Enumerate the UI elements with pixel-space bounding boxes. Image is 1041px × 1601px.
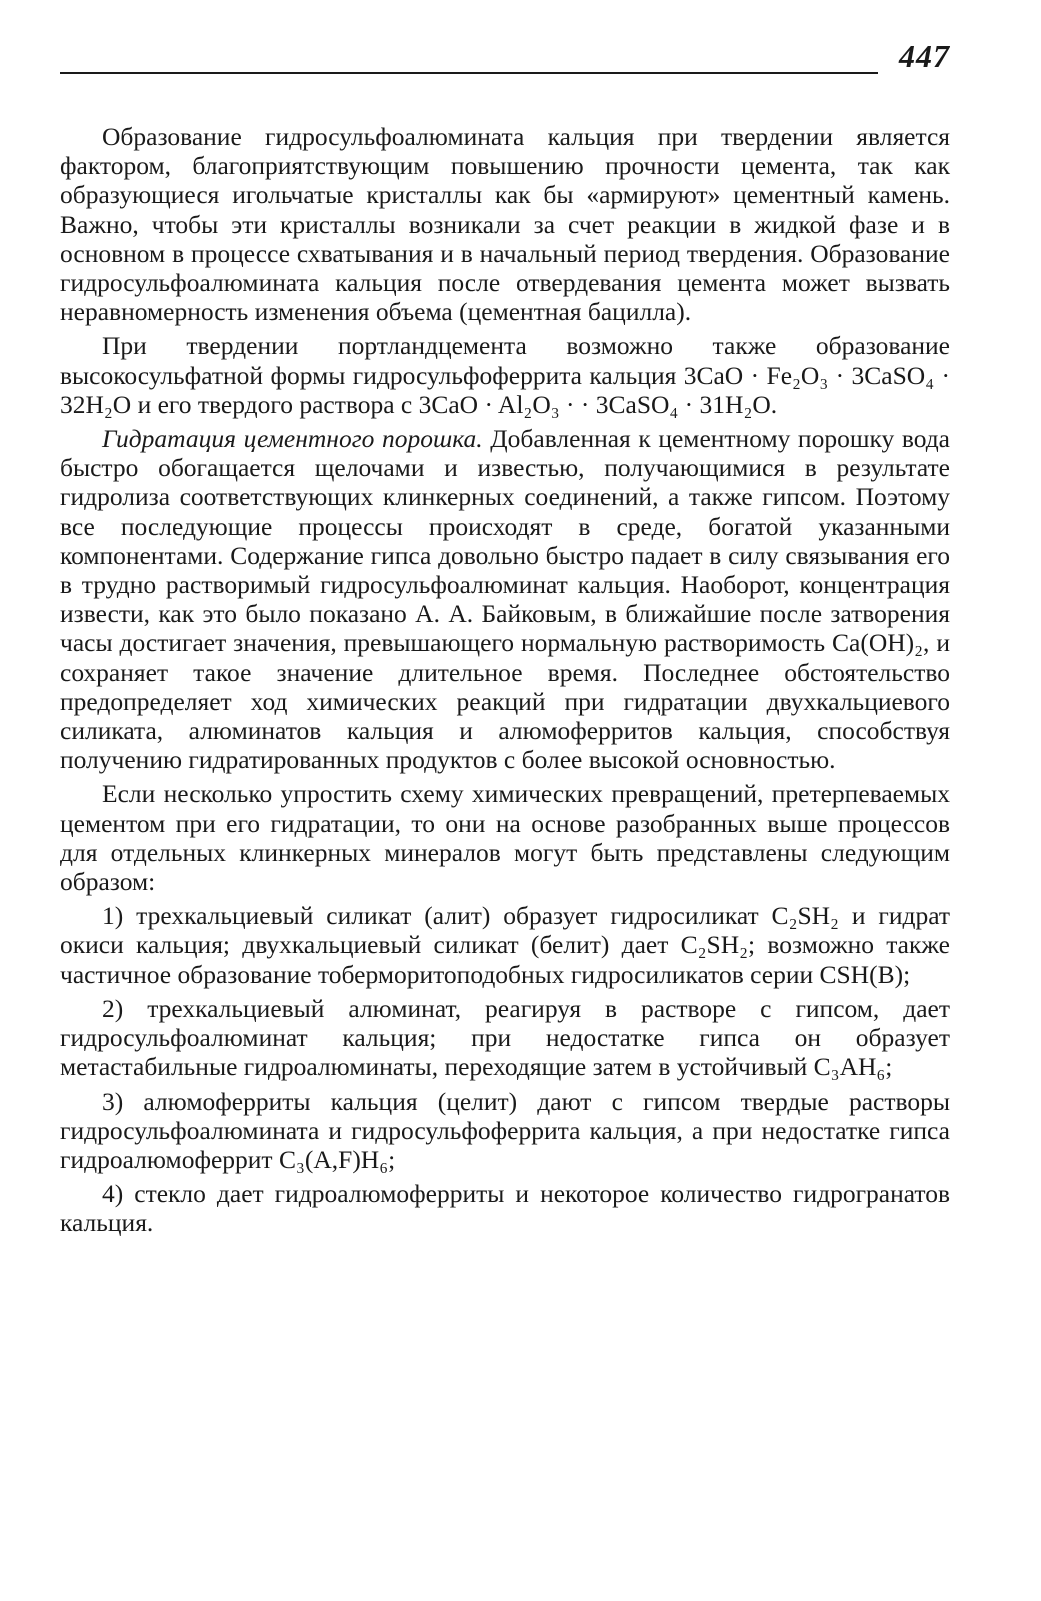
list-item: 3) алюмоферриты кальция (целит) дают с гипсом твердые растворы гидросульфоалюмината и гидросульфоферрита кальция, а при недостатке гипса гидроалюмоферрит C₃(A,F)H₆; xyxy=(60,1086,950,1174)
section-lead: Гидратация цементного порошка. xyxy=(102,424,483,454)
list-intro: Если несколько упростить схему химических превращений, претерпеваемых цементом при его гидратации, то они на основе разобранных выше процессов для отдельных клинкерных минералов могут быть представлены следующим образом: xyxy=(60,779,950,897)
page-number: 447 xyxy=(899,38,950,74)
section-paragraph xyxy=(60,424,950,774)
list-item: 1) трехкальциевый силикат (алит) образует гидросиликат C₂SH₂ и гидрат окиси кальция; двухкальциевый силикат (белит) дает C₂SH₂; возможно также частичное образование тоберморитоподобных гидросиликатов серии CSH(B); xyxy=(60,901,950,989)
header-rule xyxy=(60,72,878,74)
list-item: 4) стекло дает гидроалюмоферриты и некоторое количество гидрогранатов кальция. xyxy=(60,1179,950,1238)
page-header xyxy=(60,38,950,78)
page-body xyxy=(60,122,950,1243)
paragraph: Образование гидросульфоалюмината кальция при твердении является фактором, благоприятствующим повышению прочности цемента, так как образующиеся игольчатые кристаллы как бы «армируют» цементный камень. Важно, чтобы эти кристаллы возникали за счет реакции в жидкой фазе и в основном в процессе схватывания и в начальный период твердения. Образование гидросульфоалюмината кальция после отвердевания цемента может вызвать неравномерность изменения объема (цементная бацилла). xyxy=(60,122,950,327)
paragraph: При твердении портландцемента возможно также образование высокосульфатной формы гидросульфоферрита кальция 3CaO · Fe₂O₃ · 3CaSO₄ · 32H₂O и его твердого раствора с 3CaO · Al₂O₃ · · 3CaSO₄ · 31H₂O. xyxy=(60,331,950,419)
section-text: Добавленная к цементному порошку вода быстро обогащается щелочами и известью, получающимися в результате гидролиза соответствующих клинкерных соединений, а также гипсом. Поэтому все последующие процессы происходят в среде, богатой указанными компонентами. Содержание гипса довольно быстро падает в силу связывания его в трудно растворимый гидросульфоалюминат кальция. Наоборот, концентрация извести, как это было показано А. А. Байковым, в ближайшие после затворения часы достигает значения, превышающего нормальную растворимость Ca(OH)₂, и сохраняет такое значение длительное время. Последнее обстоятельство предопределяет ход химических реакций при гидратации двухкальциевого силиката, алюминатов кальция и алюмоферритов кальция, способствуя получению гидратированных продуктов с более высокой основностью. xyxy=(60,424,950,775)
list-item: 2) трехкальциевый алюминат, реагируя в растворе с гипсом, дает гидросульфоалюминат кальция; при недостатке гипса он образует метастабильные гидроалюминаты, переходящие затем в устойчивый C₃AH₆; xyxy=(60,993,950,1082)
